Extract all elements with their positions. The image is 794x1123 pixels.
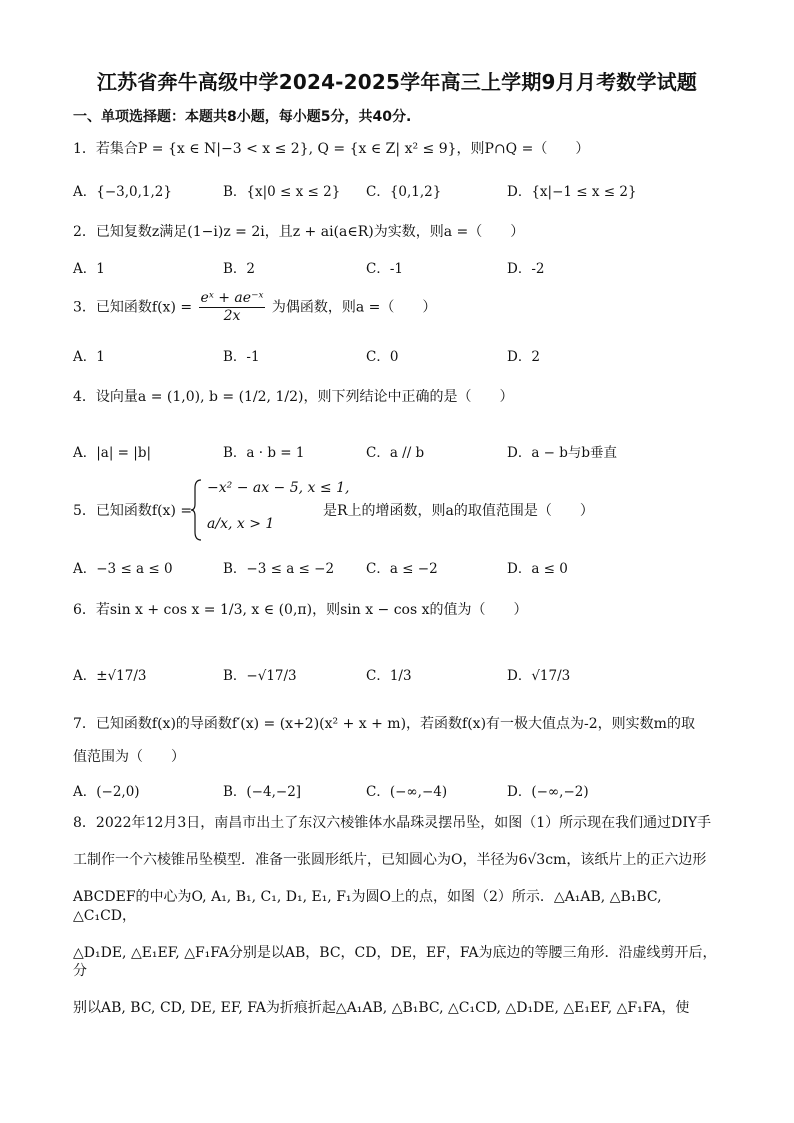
question-5-option-a[interactable]: A．−3 ≤ a ≤ 0 bbox=[73, 561, 173, 577]
question-7-stem-line-2: 值范围为（ ） bbox=[73, 749, 185, 765]
question-3-stem-post: 为偶函数，则a =（ ） bbox=[271, 299, 437, 316]
question-1-option-a[interactable]: A．{−3,0,1,2} bbox=[73, 184, 172, 200]
question-2-option-d[interactable]: D．-2 bbox=[507, 261, 545, 277]
question-8-line-1: 8．2022年12月3日，南昌市出土了东汉六棱锥体水晶珠灵摆吊坠，如图（1）所示现在我们通过DIY手 bbox=[73, 815, 712, 831]
question-5-stem-post: 是R上的增函数，则a的取值范围是（ ） bbox=[323, 503, 594, 519]
question-8-line-4: △D₁DE, △E₁EF, △F₁FA分别是以AB，BC，CD，DE，EF，FA为底边的等腰三角形．沿虚线剪开后，分 bbox=[73, 944, 717, 980]
question-8-paragraph bbox=[73, 814, 723, 1018]
question-7-option-b[interactable]: B．(−4,−2] bbox=[223, 784, 302, 800]
question-3-option-d[interactable]: D．2 bbox=[507, 349, 540, 365]
question-6-option-a[interactable]: A．±√17/3 bbox=[73, 668, 147, 684]
question-5-piece-2: a/x, x > 1 bbox=[207, 516, 275, 532]
question-3-option-b[interactable]: B．-1 bbox=[223, 349, 260, 365]
question-5-stem-pre: 5．已知函数f(x) = bbox=[73, 503, 193, 519]
question-1-option-c[interactable]: C．{0,1,2} bbox=[366, 184, 442, 200]
question-7-option-a[interactable]: A．(−2,0) bbox=[73, 784, 140, 800]
question-7-option-d[interactable]: D．(−∞,−2) bbox=[507, 784, 589, 800]
question-8-line-5: 别以AB, BC, CD, DE, EF, FA为折痕折起△A₁AB, △B₁BC, △C₁CD, △D₁DE, △E₁EF, △F₁FA，使 bbox=[73, 1000, 690, 1017]
page-title: 江苏省奔牛高级中学2024-2025学年高三上学期9月月考数学试题 bbox=[96, 70, 698, 94]
question-8-line-2: 工制作一个六棱锥吊坠模型．准备一张圆形纸片，已知圆心为O，半径为6√3cm，该纸片上的正六边形 bbox=[73, 851, 707, 868]
question-7-option-c[interactable]: C．(−∞,−4) bbox=[366, 784, 448, 800]
question-2-option-a[interactable]: A．1 bbox=[73, 261, 105, 277]
question-2-option-b[interactable]: B．2 bbox=[223, 261, 256, 277]
question-1-stem: 1．若集合P = {x ∈ N|−3 < x ≤ 2}, Q = {x ∈ Z| x² ≤ 9}，则P∩Q =（ ） bbox=[73, 141, 590, 157]
question-3-fraction-denominator: 2x bbox=[223, 307, 241, 324]
question-3-fraction-numerator: eˣ + ae⁻ˣ bbox=[200, 290, 264, 306]
piecewise-brace-icon bbox=[191, 478, 203, 542]
question-2-stem: 2．已知复数z满足(1−i)z = 2i，且z + ai(a∈R)为实数，则a =（ ） bbox=[73, 224, 525, 240]
question-3-stem-pre: 3．已知函数f(x) = bbox=[73, 299, 193, 316]
question-5-piece-1: −x² − ax − 5, x ≤ 1, bbox=[207, 480, 350, 496]
question-8-line-3: ABCDEF的中心为O, A₁, B₁, C₁, D₁, E₁, F₁为圆O上的点，如图（2）所示．△A₁AB, △B₁BC, △C₁CD， bbox=[73, 888, 662, 924]
question-6-option-d[interactable]: D．√17/3 bbox=[507, 668, 571, 684]
question-5-option-c[interactable]: C．a ≤ −2 bbox=[366, 561, 438, 577]
question-7-stem-line-1: 7．已知函数f(x)的导函数f′(x) = (x+2)(x² + x + m)，若函数f(x)有一极大值点为-2，则实数m的取 bbox=[73, 716, 695, 732]
question-6-option-c[interactable]: C．1/3 bbox=[366, 668, 412, 684]
question-6-stem: 6．若sin x + cos x = 1/3, x ∈ (0,π)，则sin x − cos x的值为（ ） bbox=[73, 602, 528, 618]
question-3-fraction bbox=[199, 290, 266, 325]
section-heading: 一、单项选择题：本题共8小题，每小题5分，共40分. bbox=[73, 109, 412, 125]
question-2-option-c[interactable]: C．-1 bbox=[366, 261, 403, 277]
question-3-option-c[interactable]: C．0 bbox=[366, 349, 399, 365]
question-4-option-b[interactable]: B．a · b = 1 bbox=[223, 445, 305, 461]
question-5-option-d[interactable]: D．a ≤ 0 bbox=[507, 561, 568, 577]
question-4-option-d[interactable]: D．a − b与b垂直 bbox=[507, 445, 618, 461]
question-4-stem: 4．设向量a = (1,0), b = (1/2, 1/2)，则下列结论中正确的是（ ） bbox=[73, 389, 514, 405]
question-1-option-d[interactable]: D．{x|−1 ≤ x ≤ 2} bbox=[507, 184, 637, 200]
question-3-option-a[interactable]: A．1 bbox=[73, 349, 105, 365]
question-1-option-b[interactable]: B．{x|0 ≤ x ≤ 2} bbox=[223, 184, 341, 200]
question-4-option-a[interactable]: A．|a| = |b| bbox=[73, 445, 152, 461]
question-4-option-c[interactable]: C．a // b bbox=[366, 445, 425, 461]
question-3-stem bbox=[73, 290, 436, 325]
question-6-option-b[interactable]: B．−√17/3 bbox=[223, 668, 297, 684]
question-5-option-b[interactable]: B．−3 ≤ a ≤ −2 bbox=[223, 561, 335, 577]
